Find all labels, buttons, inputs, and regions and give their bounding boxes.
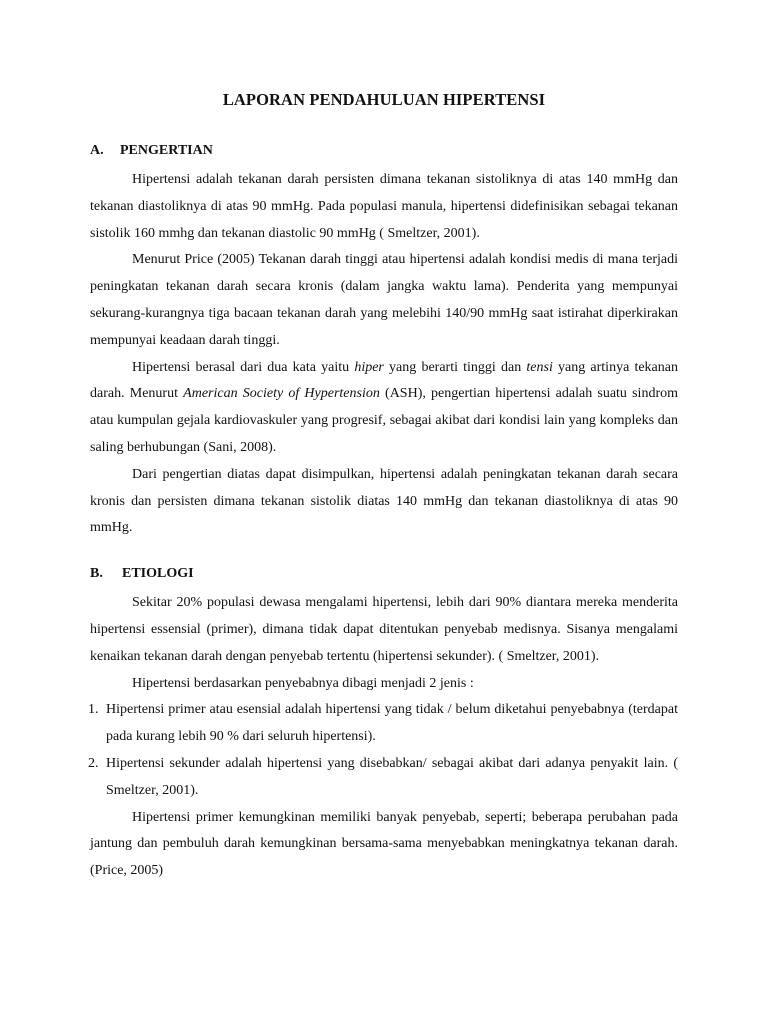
paragraph: Sekitar 20% populasi dewasa mengalami hipertensi, lebih dari 90% diantara mereka menderita hipertensi essensial (primer), dimana tidak dapat ditentukan penyebab medisnya. Sisanya mengalami kenaikan tekanan darah dengan penyebab tertentu (hipertensi sekunder). ( Smeltzer, 2001). [90, 595, 678, 664]
section-b-heading [90, 566, 678, 582]
text-run: yang berarti tinggi dan [383, 359, 527, 375]
paragraph: Hipertensi berdasarkan penyebabnya dibagi menjadi 2 jenis : [132, 675, 474, 691]
italic-term: American Society of Hypertension [183, 386, 380, 402]
paragraph: Menurut Price (2005) Tekanan darah tinggi atau hipertensi adalah kondisi medis di mana terjadi peningkatan tekanan darah secara kronis (dalam jangka waktu lama). Penderita yang mempunyai sekurang-kurangnya tiga bacaan tekanan darah yang melebihi 140/90 mmHg saat istirahat diperkirakan mempunyai keadaan darah tinggi. [90, 252, 678, 348]
section-b-title: ETIOLOGI [122, 566, 194, 582]
list-marker: 2. [88, 755, 99, 771]
document-title: LAPORAN PENDAHULUAN HIPERTENSI [222, 90, 546, 109]
list-item [81, 697, 678, 751]
list-item-text: Hipertensi sekunder adalah hipertensi yang disebabkan/ sebagai akibat dari adanya penyakit lain. ( Smeltzer, 2001). [106, 755, 678, 798]
paragraph: Dari pengertian diatas dapat disimpulkan, hipertensi adalah peningkatan tekanan darah secara kronis dan persisten dimana tekanan sistolik diatas 140 mmHg dan tekanan diastoliknya di atas 90 mmHg. [90, 466, 678, 536]
section-a-title: PENGERTIAN [120, 143, 213, 158]
list-item-text: Hipertensi primer atau esensial adalah hipertensi yang tidak / belum diketahui penyebabnya (terdapat pada kurang lebih 90 % dari seluruh hipertensi). [106, 702, 678, 745]
text-run: (ASH), pengertian hipertensi adalah suatu sindrom atau kumpulan gejala kardiovaskuler yang progresif, sebagai akibat dari kondisi lain yang kompleks dan saling berhubungan (Sani, 2008). [90, 386, 679, 455]
paragraph [90, 355, 678, 462]
list-marker: 1. [88, 702, 99, 718]
paragraph: Hipertensi primer kemungkinan memiliki banyak penyebab, seperti; beberapa perubahan pada jantung dan pembuluh darah kemungkinan bersama-sama menyebabkan meningkatnya tekanan darah. (Price, 2005) [90, 809, 678, 879]
italic-term: hiper [354, 359, 384, 375]
section-a-number: A. [90, 143, 104, 158]
text-run: yang artinya tekanan darah. Menurut [90, 359, 678, 402]
section-a-heading [90, 143, 678, 159]
list-item [81, 751, 678, 805]
cause-list [90, 697, 678, 804]
text-run: Hipertensi berasal dari dua kata yaitu [132, 359, 355, 375]
section-b-number: B. [90, 566, 103, 582]
italic-term: tensi [526, 359, 553, 375]
section-spacer [90, 542, 678, 566]
paragraph: Hipertensi adalah tekanan darah persisten dimana tekanan sistoliknya di atas 140 mmHg dan tekanan diastoliknya di atas 90 mmHg. Pada populasi manula, hipertensi didefinisikan sebagai tekanan sistolik 160 mmhg dan tekanan diastolic 90 mmHg ( Smeltzer, 2001). [90, 172, 678, 241]
